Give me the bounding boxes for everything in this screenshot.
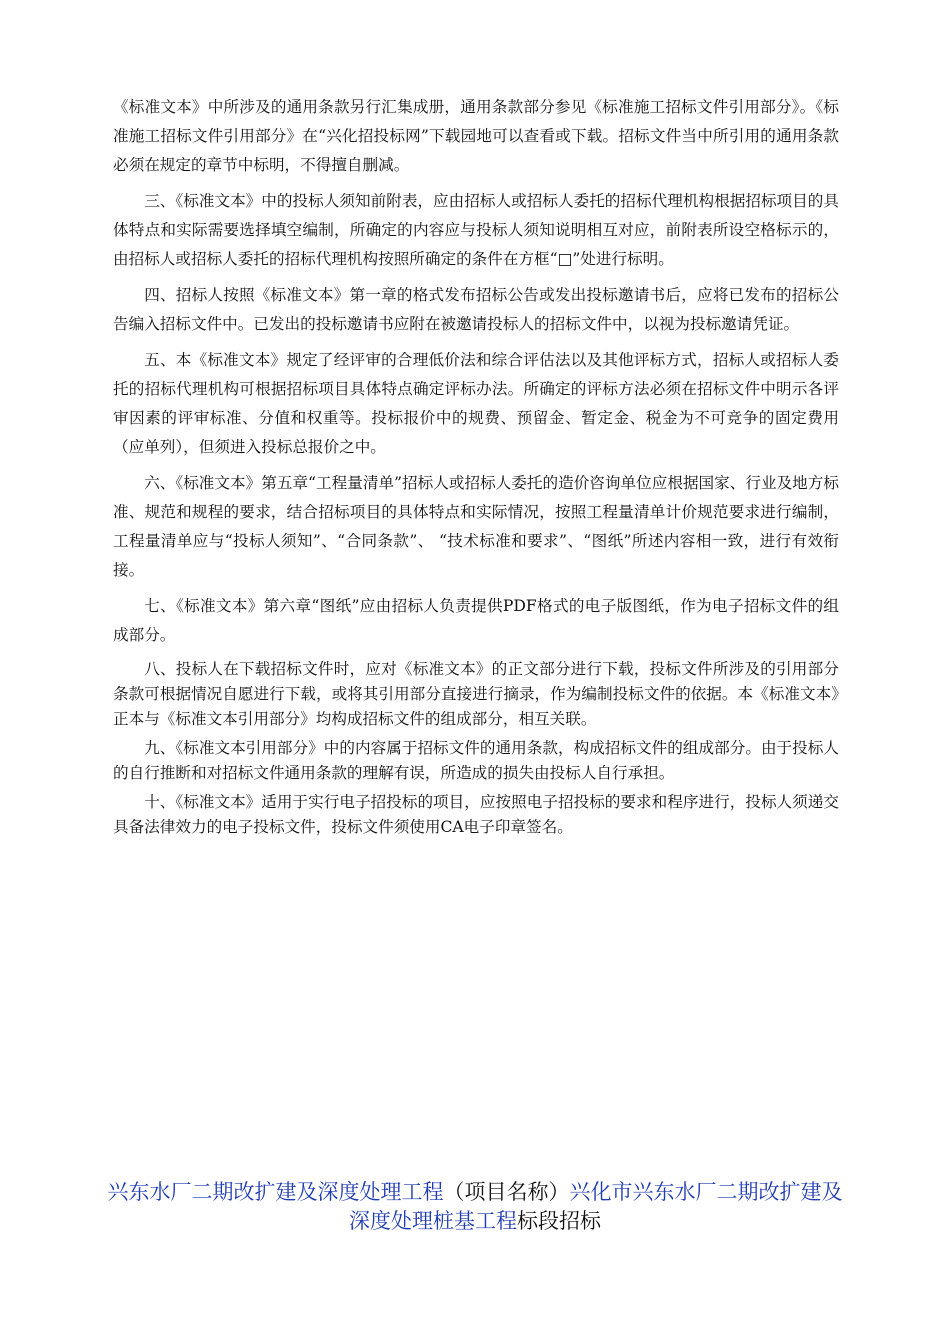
footer-project-name: 兴东水厂二期改扩建及深度处理工程 bbox=[107, 1180, 444, 1204]
paragraph-7-drawings: 七、《标准文本》第六章“图纸”应由招标人负责提供PDF格式的电子版图纸，作为电子招标文件的组成部分。 bbox=[113, 597, 839, 644]
paragraph-general-terms: 《标准文本》中所涉及的通用条款另行汇集成册，通用条款部分参见《标准施工招标文件引用部分》。《标准施工招标文件引用部分》在“兴化招投标网”下载园地可以查看或下载。招标文件当中所引用的通用条款必须在规定的章节中标明，不得擅自删减。 bbox=[113, 98, 839, 174]
paragraph-8-download: 八、投标人在下载招标文件时，应对《标准文本》的正文部分进行下载，投标文件所涉及的引用部分条款可根据情况自愿进行下载，或将其引用部分直接进行摘录，作为编制投标文件的依据。本《标准文本》正本与《标准文本引用部分》均构成招标文件的组成部分，相互关联。 bbox=[113, 660, 839, 728]
footer-section-suffix: 标段招标 bbox=[517, 1209, 601, 1233]
paragraph-5-evaluation-methods: 五、本《标准文本》规定了经评审的合理低价法和综合评估法以及其他评标方式，招标人或招标人委托的招标代理机构可根据招标项目具体特点确定评标办法。所确定的评标方法必须在招标文件中明示各评审因素的评审标准、分值和权重等。投标报价中的规费、预留金、暂定金、税金为不可竞争的固定费用（应单列），但须进入投标总报价之中。 bbox=[113, 351, 839, 456]
paragraph-4-tender-notice: 四、招标人按照《标准文本》第一章的格式发布招标公告或发出投标邀请书后，应将已发布的招标公告编入招标文件中。已发出的投标邀请书应附在被邀请投标人的招标文件中，以视为投标邀请凭证。 bbox=[113, 286, 839, 333]
document-body bbox=[113, 93, 839, 844]
paragraph-3-bidder-instructions: 三、《标准文本》中的投标人须知前附表，应由招标人或招标人委托的招标代理机构根据招标项目的具体特点和实际需要选择填空编制，所确定的内容应与投标人须知说明相互对应，前附表所设空格标示的，由招标人或招标人委托的招标代理机构按照所确定的条件在方框“□”处进行标明。 bbox=[113, 192, 839, 268]
paragraph-6-bill-of-quantities: 六、《标准文本》第五章“工程量清单”招标人或招标人委托的造价咨询单位应根据国家、行业及地方标准、规范和规程的要求，结合招标项目的具体特点和实际情况，按照工程量清单计价规范要求进行编制，工程量清单应与“投标人须知”、“合同条款”、 “技术标准和要求”、“图纸”所述内容相一致，进行有效衔接。 bbox=[113, 474, 839, 579]
footer-title bbox=[100, 1178, 850, 1236]
paragraph-9-reference-part: 九、《标准文本引用部分》中的内容属于招标文件的通用条款，构成招标文件的组成部分。由于投标人的自行推断和对招标文件通用条款的理解有误，所造成的损失由投标人自行承担。 bbox=[113, 739, 839, 782]
paragraph-10-electronic-bidding: 十、《标准文本》适用于实行电子招投标的项目，应按照电子招投标的要求和程序进行，投标人须递交具备法律效力的电子投标文件，投标文件须使用CA电子印章签名。 bbox=[113, 793, 839, 836]
footer-section-name: 兴化市兴东水厂二期改扩建及深度处理桩基工程 bbox=[349, 1180, 843, 1233]
footer-project-label: （项目名称） bbox=[443, 1180, 570, 1204]
